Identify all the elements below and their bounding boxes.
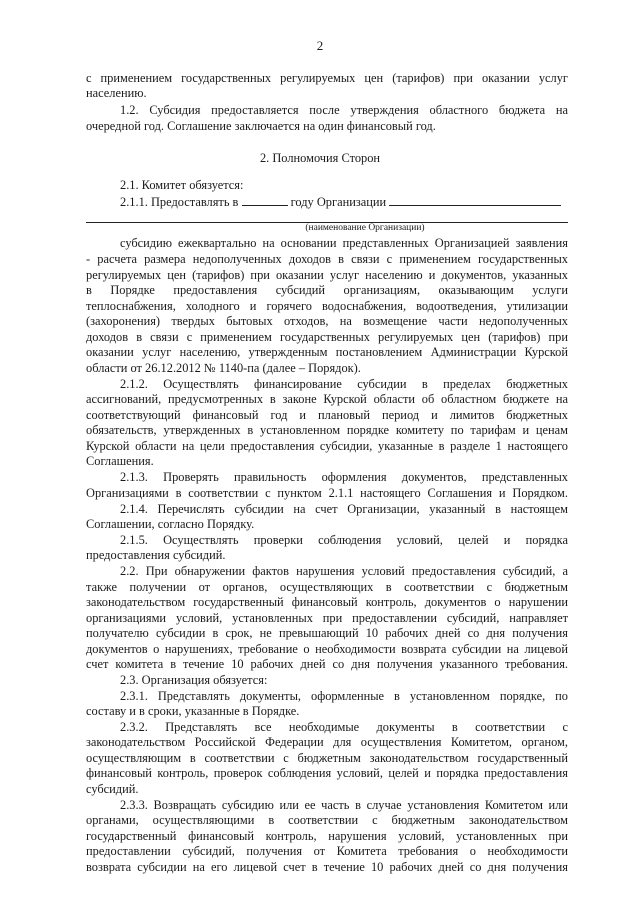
text-line: счет комитета в течение 10 рабочих дней со дня получения указанного требования.: [86, 657, 568, 671]
text-line: документов о нарушениях, требование о необходимости возврата субсидии на лицевой: [86, 642, 568, 656]
text-line: (захоронения) твердых бытовых отходов, на возмещение части недополученных: [86, 314, 568, 328]
provide-middle: году Организации: [290, 195, 387, 209]
text-line: 2.3. Организация обязуется:: [120, 673, 268, 687]
text-line: ассигнований, предусмотренных в законе Курской области об областном бюджете на: [86, 392, 568, 406]
text-line: очередной год. Соглашение заключается на один финансовый год.: [86, 119, 436, 133]
text-line: составу и в сроки, указанные в Порядке.: [86, 704, 300, 718]
text-line: оказании услуг населению, утвержденным постановлением Администрации Курской: [86, 345, 568, 359]
text-line: Курской области на цели предоставления субсидии, указанные в разделе 1 настоящего: [86, 439, 568, 453]
text-line: Соглашения.: [86, 454, 154, 468]
text-line: доходов в связи с применением государственных регулируемых цен (тарифов) при: [86, 330, 568, 344]
text-line: теплоснабжения, холодного и горячего водоснабжения, водоотведения, утилизации: [86, 299, 568, 313]
text-line: 2.1.4. Перечислять субсидии на счет Организации, указанный в настоящем: [120, 502, 568, 516]
text-line: 2.1.3. Проверять правильность оформления документов, представленных: [120, 470, 568, 484]
page-number: 2: [316, 38, 324, 53]
text-line: государственный финансовый контроль, нарушения условий, установленных при: [86, 829, 568, 843]
text-line: соответствующий финансовый год и плановый период и лимитов бюджетных: [86, 408, 568, 422]
text-line: возврата субсидии на его лицевой счет в течение 10 рабочих дней со дня получения: [86, 860, 568, 874]
text-line: субсидию ежеквартально на основании представленных Организацией заявления: [120, 236, 568, 250]
year-blank: [242, 194, 288, 206]
text-line: в Порядке предоставления субсидий организациям, оказывающим услуги: [86, 283, 568, 297]
text-line: организациями условий, установленных при предоставлении субсидий, направляет: [86, 611, 568, 625]
text-line: предоставления субсидий.: [86, 548, 226, 562]
text-line: законодательством Российской Федерации для осуществления Комитетом, органом,: [86, 735, 568, 749]
text-line: предоставлении субсидий, получения от Комитета требования о необходимости: [86, 844, 568, 858]
text-line: - расчета размера недополученных доходов в связи с применением государственных: [86, 252, 568, 266]
text-line: 1.2. Субсидия предоставляется после утверждения областного бюджета на: [120, 103, 568, 117]
text-line: финансовый контроль, проверок соблюдения условий, целей и порядка предоставления: [86, 766, 568, 780]
text-line: органами, осуществляющими в соответствии с бюджетным законодательством: [86, 813, 568, 827]
text-line: области от 26.12.2012 № 1140-па (далее – Порядок).: [86, 361, 361, 375]
text-line: Организациями в соответствии с пунктом 2.1.1 настоящего Соглашения и Порядком.: [86, 486, 568, 500]
text-line: регулируемых цен (тарифов) при оказании услуг населению и документов, указанных: [86, 268, 568, 282]
text-line: Соглашении, согласно Порядку.: [86, 517, 255, 531]
text-line: обязательств, утвержденных в установленном порядке комитету по тарифам и ценам: [86, 423, 568, 437]
text-line: получателю субсидии в срок, не превышающий 10 рабочих дней со дня получения: [86, 626, 568, 640]
organization-blank: [389, 194, 561, 206]
text-line: законодательством государственный финансовый контроль, документов о нарушении: [86, 595, 568, 609]
text-line: осуществляющим в соответствии с бюджетным законодательством государственный: [86, 751, 568, 765]
text-line: населению.: [86, 86, 147, 100]
text-line: субсидий.: [86, 782, 139, 796]
text-line: 2.1.2. Осуществлять финансирование субсидии в пределах бюджетных: [120, 377, 568, 391]
text-line: 2.2. При обнаружении фактов нарушения условий предоставления субсидий, а: [120, 564, 568, 578]
text-line: 2.3.2. Представлять все необходимые документы в соответствии с: [120, 720, 568, 734]
section-heading: 2. Полномочия Сторон: [259, 151, 381, 165]
organization-caption: (наименование Организации): [305, 223, 425, 233]
provide-prefix: 2.1.1. Предоставлять в: [120, 195, 239, 209]
text-line: также получении от органов, осуществляющих в соответствии с бюджетным: [86, 580, 568, 594]
provide-subsidy-line: [120, 194, 561, 209]
text-line: 2.3.3. Возвращать субсидию или ее часть в случае установления Комитетом или: [120, 798, 568, 812]
text-line: 2.3.1. Представлять документы, оформленные в установленном порядке, по: [120, 689, 568, 703]
text-line: с применением государственных регулируемых цен (тарифов) при оказании услуг: [86, 71, 568, 85]
text-line: 2.1. Комитет обязуется:: [120, 178, 244, 192]
text-line: 2.1.5. Осуществлять проверки соблюдения условий, целей и порядка: [120, 533, 568, 547]
